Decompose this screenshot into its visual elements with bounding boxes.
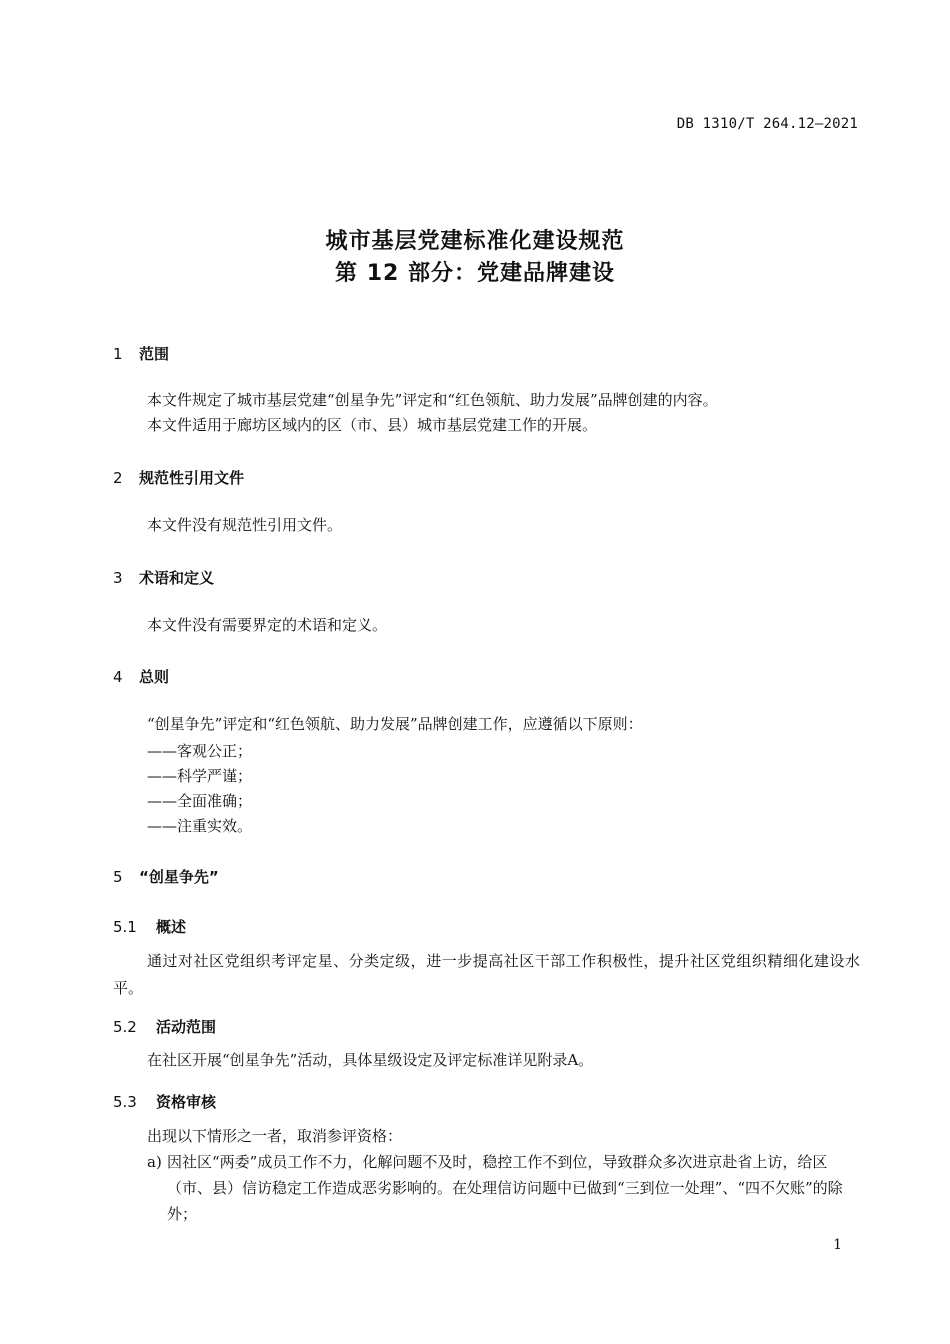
section-heading-1 [113, 343, 169, 364]
paragraph: “创星争先”评定和“红色领航、助力发展”品牌创建工作，应遵循以下原则： [147, 715, 643, 733]
section-title: 总则 [139, 668, 170, 686]
list-item-text: 因社区“两委”成员工作不力，化解问题不及时，稳控工作不到位，导致群众多次进京赴省上访，给区（市、县）信访稳定工作造成恶劣影响的。在处理信访问题中已做到“三到位一处理”、“四不欠账”的除外； [167, 1153, 843, 1223]
section-number: 4 [113, 668, 123, 686]
list-item: ——全面准确； [147, 792, 253, 810]
section-heading-4 [113, 666, 169, 687]
subsection-title: 概述 [156, 918, 187, 936]
paragraph: 本文件没有需要界定的术语和定义。 [147, 616, 388, 634]
paragraph: 本文件适用于廊坊区域内的区（市、县）城市基层党建工作的开展。 [147, 416, 598, 434]
section-title: 规范性引用文件 [139, 469, 245, 487]
list-item [147, 1149, 860, 1227]
paragraph: 出现以下情形之一者，取消参评资格： [147, 1127, 403, 1145]
paragraph: 在社区开展“创星争先”活动，具体星级设定及评定标准详见附录A。 [147, 1051, 594, 1069]
paragraph: 本文件没有规范性引用文件。 [147, 516, 343, 534]
section-title: 范围 [139, 345, 170, 363]
subsection-heading-5-1 [113, 916, 186, 937]
subsection-heading-5-2 [113, 1016, 216, 1037]
subsection-heading-5-3 [113, 1091, 216, 1112]
section-number: 5 [113, 868, 123, 886]
subsection-number: 5.1 [113, 918, 137, 936]
section-heading-2 [113, 467, 244, 488]
paragraph: 通过对社区党组织考评定星、分类定级，进一步提高社区干部工作积极性，提升社区党组织精细化建设水平。 [113, 952, 860, 997]
list-item: ——科学严谨； [147, 767, 253, 785]
subsection-number: 5.3 [113, 1093, 137, 1111]
page-number: 1 [833, 1237, 842, 1253]
subsection-title: 资格审核 [156, 1093, 217, 1111]
section-title: 术语和定义 [139, 569, 215, 587]
section-number: 1 [113, 345, 123, 363]
paragraph: 本文件规定了城市基层党建“创星争先”评定和“红色领航、助力发展”品牌创建的内容。 [147, 391, 718, 409]
list-item-label: a) [147, 1153, 162, 1171]
section-number: 2 [113, 469, 123, 487]
section-heading-5 [113, 866, 219, 887]
list-item: ——注重实效。 [147, 817, 253, 835]
document-number: DB 1310/T 264.12—2021 [676, 116, 858, 132]
document-title-line1: 城市基层党建标准化建设规范 [325, 229, 625, 254]
list-item: ——客观公正； [147, 742, 253, 760]
document-title-line2: 第 12 部分：党建品牌建设 [335, 261, 615, 286]
section-number: 3 [113, 569, 123, 587]
subsection-title: 活动范围 [156, 1018, 217, 1036]
section-title: “创星争先” [139, 868, 219, 886]
subsection-number: 5.2 [113, 1018, 137, 1036]
section-heading-3 [113, 567, 214, 588]
